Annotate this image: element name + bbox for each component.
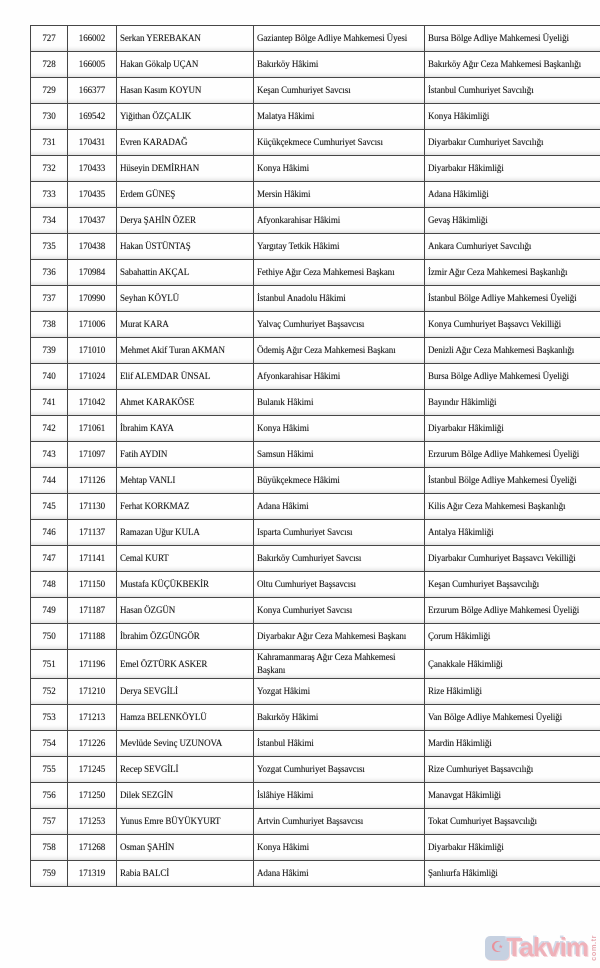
table-row bbox=[31, 861, 600, 887]
cell-current-post: Yozgat Cumhuriyet Başsavcısı bbox=[254, 757, 425, 783]
cell-current-post: Diyarbakır Ağır Ceza Mahkemesi Başkanı bbox=[254, 624, 425, 650]
cell-current-post: Fethiye Ağır Ceza Mahkemesi Başkanı bbox=[254, 260, 425, 286]
cell-name: Ferhat KORKMAZ bbox=[117, 494, 254, 520]
table-row bbox=[31, 104, 600, 130]
cell-current-post: Konya Cumhuriyet Savcısı bbox=[254, 598, 425, 624]
cell-row-number: 740 bbox=[31, 364, 68, 390]
cell-name: Ramazan Uğur KULA bbox=[117, 520, 254, 546]
cell-registry-number: 169542 bbox=[68, 104, 117, 130]
cell-current-post: Afyonkarahisar Hâkimi bbox=[254, 364, 425, 390]
cell-name: Hakan Gökalp UÇAN bbox=[117, 52, 254, 78]
cell-registry-number: 171006 bbox=[68, 312, 117, 338]
cell-new-post: Ankara Cumhuriyet Savcılığı bbox=[425, 234, 600, 260]
cell-name: Recep SEVGİLİ bbox=[117, 757, 254, 783]
cell-new-post: Keşan Cumhuriyet Başsavcılığı bbox=[425, 572, 600, 598]
cell-current-post: Bakırköy Cumhuriyet Savcısı bbox=[254, 546, 425, 572]
cell-current-post: Yargıtay Tetkik Hâkimi bbox=[254, 234, 425, 260]
cell-new-post: Bayındır Hâkimliği bbox=[425, 390, 600, 416]
cell-registry-number: 171226 bbox=[68, 731, 117, 757]
cell-registry-number: 171150 bbox=[68, 572, 117, 598]
table-row bbox=[31, 598, 600, 624]
cell-current-post: Konya Hâkimi bbox=[254, 835, 425, 861]
cell-name: Hasan ÖZGÜN bbox=[117, 598, 254, 624]
cell-name: Murat KARA bbox=[117, 312, 254, 338]
cell-name: Hamza BELENKÖYLÜ bbox=[117, 705, 254, 731]
cell-row-number: 729 bbox=[31, 78, 68, 104]
cell-row-number: 737 bbox=[31, 286, 68, 312]
cell-row-number: 753 bbox=[31, 705, 68, 731]
cell-registry-number: 171319 bbox=[68, 861, 117, 887]
cell-new-post: Kilis Ağır Ceza Mahkemesi Başkanlığı bbox=[425, 494, 600, 520]
cell-registry-number: 166377 bbox=[68, 78, 117, 104]
cell-new-post: Diyarbakır Hâkimliği bbox=[425, 416, 600, 442]
table-row bbox=[31, 731, 600, 757]
cell-row-number: 738 bbox=[31, 312, 68, 338]
table-row bbox=[31, 757, 600, 783]
cell-new-post: İzmir Ağır Ceza Mahkemesi Başkanlığı bbox=[425, 260, 600, 286]
cell-new-post: Tokat Cumhuriyet Başsavcılığı bbox=[425, 809, 600, 835]
cell-registry-number: 166002 bbox=[68, 26, 117, 52]
cell-new-post: Çanakkale Hâkimliği bbox=[425, 650, 600, 679]
cell-current-post: Küçükçekmece Cumhuriyet Savcısı bbox=[254, 130, 425, 156]
table-row bbox=[31, 260, 600, 286]
cell-row-number: 735 bbox=[31, 234, 68, 260]
table-row bbox=[31, 416, 600, 442]
cell-registry-number: 170438 bbox=[68, 234, 117, 260]
cell-name: Elif ALEMDAR ÜNSAL bbox=[117, 364, 254, 390]
cell-current-post: İstanbul Anadolu Hâkimi bbox=[254, 286, 425, 312]
cell-registry-number: 171097 bbox=[68, 442, 117, 468]
cell-current-post: Keşan Cumhuriyet Savcısı bbox=[254, 78, 425, 104]
cell-registry-number: 171268 bbox=[68, 835, 117, 861]
table-row bbox=[31, 546, 600, 572]
cell-name: Rabia BALCİ bbox=[117, 861, 254, 887]
table-row bbox=[31, 809, 600, 835]
table-row bbox=[31, 835, 600, 861]
cell-row-number: 736 bbox=[31, 260, 68, 286]
cell-name: Hakan ÜSTÜNTAŞ bbox=[117, 234, 254, 260]
table-row bbox=[31, 705, 600, 731]
crescent-star-icon: ☪ bbox=[490, 938, 505, 956]
cell-registry-number: 171137 bbox=[68, 520, 117, 546]
cell-new-post: Mardin Hâkimliği bbox=[425, 731, 600, 757]
cell-registry-number: 170437 bbox=[68, 208, 117, 234]
cell-new-post: Erzurum Bölge Adliye Mahkemesi Üyeliği bbox=[425, 442, 600, 468]
cell-current-post: İstanbul Hâkimi bbox=[254, 731, 425, 757]
cell-name: Hüseyin DEMİRHAN bbox=[117, 156, 254, 182]
cell-current-post: Samsun Hâkimi bbox=[254, 442, 425, 468]
cell-registry-number: 171126 bbox=[68, 468, 117, 494]
cell-name: Seyhan KÖYLÜ bbox=[117, 286, 254, 312]
cell-new-post: Diyarbakır Hâkimliği bbox=[425, 835, 600, 861]
cell-name: Mehtap VANLI bbox=[117, 468, 254, 494]
table-row bbox=[31, 572, 600, 598]
table-row bbox=[31, 286, 600, 312]
cell-row-number: 742 bbox=[31, 416, 68, 442]
cell-new-post: Adana Hâkimliği bbox=[425, 182, 600, 208]
cell-row-number: 728 bbox=[31, 52, 68, 78]
cell-registry-number: 171130 bbox=[68, 494, 117, 520]
cell-row-number: 730 bbox=[31, 104, 68, 130]
cell-registry-number: 171187 bbox=[68, 598, 117, 624]
cell-name: Mustafa KÜÇÜKBEKİR bbox=[117, 572, 254, 598]
cell-registry-number: 171141 bbox=[68, 546, 117, 572]
cell-new-post: Bursa Bölge Adliye Mahkemesi Üyeliği bbox=[425, 364, 600, 390]
table-row bbox=[31, 442, 600, 468]
cell-row-number: 759 bbox=[31, 861, 68, 887]
table-row bbox=[31, 78, 600, 104]
cell-current-post: Isparta Cumhuriyet Savcısı bbox=[254, 520, 425, 546]
assignments-table bbox=[30, 25, 600, 887]
table-row bbox=[31, 26, 600, 52]
cell-new-post: Diyarbakır Cumhuriyet Savcılığı bbox=[425, 130, 600, 156]
cell-name: Derya ŞAHİN ÖZER bbox=[117, 208, 254, 234]
cell-registry-number: 170435 bbox=[68, 182, 117, 208]
table-row bbox=[31, 390, 600, 416]
cell-row-number: 733 bbox=[31, 182, 68, 208]
cell-row-number: 755 bbox=[31, 757, 68, 783]
cell-current-post: Bakırköy Hâkimi bbox=[254, 52, 425, 78]
cell-new-post: Denizli Ağır Ceza Mahkemesi Başkanlığı bbox=[425, 338, 600, 364]
cell-current-post: Konya Hâkimi bbox=[254, 156, 425, 182]
cell-current-post: İslâhiye Hâkimi bbox=[254, 783, 425, 809]
cell-name: Emel ÖZTÜRK ASKER bbox=[117, 650, 254, 679]
cell-row-number: 756 bbox=[31, 783, 68, 809]
cell-current-post: Yozgat Hâkimi bbox=[254, 679, 425, 705]
cell-name: Cemal KURT bbox=[117, 546, 254, 572]
cell-new-post: İstanbul Cumhuriyet Savcılığı bbox=[425, 78, 600, 104]
cell-registry-number: 171042 bbox=[68, 390, 117, 416]
cell-name: Dilek SEZGİN bbox=[117, 783, 254, 809]
cell-new-post: Konya Hâkimliği bbox=[425, 104, 600, 130]
table-row bbox=[31, 520, 600, 546]
cell-name: Mevlüde Sevinç UZUNOVA bbox=[117, 731, 254, 757]
cell-registry-number: 171061 bbox=[68, 416, 117, 442]
cell-name: Yiğithan ÖZÇALIK bbox=[117, 104, 254, 130]
cell-row-number: 731 bbox=[31, 130, 68, 156]
cell-new-post: Erzurum Bölge Adliye Mahkemesi Üyeliği bbox=[425, 598, 600, 624]
cell-row-number: 752 bbox=[31, 679, 68, 705]
cell-name: Evren KARADAĞ bbox=[117, 130, 254, 156]
cell-name: Mehmet Akif Turan AKMAN bbox=[117, 338, 254, 364]
table-row bbox=[31, 52, 600, 78]
cell-row-number: 750 bbox=[31, 624, 68, 650]
cell-current-post: Mersin Hâkimi bbox=[254, 182, 425, 208]
cell-current-post: Ödemiş Ağır Ceza Mahkemesi Başkanı bbox=[254, 338, 425, 364]
cell-current-post: Oltu Cumhuriyet Başsavcısı bbox=[254, 572, 425, 598]
table-row bbox=[31, 679, 600, 705]
cell-new-post: Gevaş Hâkimliği bbox=[425, 208, 600, 234]
cell-registry-number: 171253 bbox=[68, 809, 117, 835]
cell-current-post: Kahramanmaraş Ağır Ceza Mahkemesi Başkanı bbox=[254, 650, 425, 679]
table-row bbox=[31, 234, 600, 260]
cell-row-number: 748 bbox=[31, 572, 68, 598]
cell-row-number: 741 bbox=[31, 390, 68, 416]
table-row bbox=[31, 650, 600, 679]
table-row bbox=[31, 130, 600, 156]
cell-current-post: Malatya Hâkimi bbox=[254, 104, 425, 130]
table-row bbox=[31, 156, 600, 182]
table-row bbox=[31, 312, 600, 338]
table-row bbox=[31, 338, 600, 364]
cell-registry-number: 171213 bbox=[68, 705, 117, 731]
cell-name: Ahmet KARAKÖSE bbox=[117, 390, 254, 416]
cell-registry-number: 171196 bbox=[68, 650, 117, 679]
cell-current-post: Bulanık Hâkimi bbox=[254, 390, 425, 416]
cell-new-post: Bakırköy Ağır Ceza Mahkemesi Başkanlığı bbox=[425, 52, 600, 78]
table-row bbox=[31, 468, 600, 494]
watermark-domain-text: com.tr bbox=[589, 934, 598, 961]
cell-registry-number: 171188 bbox=[68, 624, 117, 650]
cell-new-post: Bursa Bölge Adliye Mahkemesi Üyeliği bbox=[425, 26, 600, 52]
cell-registry-number: 170433 bbox=[68, 156, 117, 182]
cell-registry-number: 171024 bbox=[68, 364, 117, 390]
cell-new-post: İstanbul Bölge Adliye Mahkemesi Üyeliği bbox=[425, 468, 600, 494]
cell-name: Erdem GÜNEŞ bbox=[117, 182, 254, 208]
cell-current-post: Bakırköy Hâkimi bbox=[254, 705, 425, 731]
cell-name: Fatih AYDIN bbox=[117, 442, 254, 468]
cell-row-number: 746 bbox=[31, 520, 68, 546]
cell-registry-number: 171210 bbox=[68, 679, 117, 705]
cell-new-post: Antalya Hâkimliği bbox=[425, 520, 600, 546]
cell-row-number: 744 bbox=[31, 468, 68, 494]
assignments-table-body bbox=[31, 26, 600, 887]
cell-new-post: Diyarbakır Cumhuriyet Başsavcı Vekilliği bbox=[425, 546, 600, 572]
cell-row-number: 749 bbox=[31, 598, 68, 624]
cell-row-number: 727 bbox=[31, 26, 68, 52]
cell-new-post: Manavgat Hâkimliği bbox=[425, 783, 600, 809]
cell-registry-number: 171250 bbox=[68, 783, 117, 809]
cell-new-post: Konya Cumhuriyet Başsavcı Vekilliği bbox=[425, 312, 600, 338]
cell-current-post: Afyonkarahisar Hâkimi bbox=[254, 208, 425, 234]
cell-name: Derya SEVGİLİ bbox=[117, 679, 254, 705]
cell-name: İbrahim ÖZGÜNGÖR bbox=[117, 624, 254, 650]
cell-row-number: 743 bbox=[31, 442, 68, 468]
cell-current-post: Yalvaç Cumhuriyet Başsavcısı bbox=[254, 312, 425, 338]
cell-name: Serkan YEREBAKAN bbox=[117, 26, 254, 52]
takvim-watermark bbox=[485, 932, 598, 963]
cell-name: İbrahim KAYA bbox=[117, 416, 254, 442]
cell-current-post: Gaziantep Bölge Adliye Mahkemesi Üyesi bbox=[254, 26, 425, 52]
cell-row-number: 757 bbox=[31, 809, 68, 835]
cell-row-number: 747 bbox=[31, 546, 68, 572]
cell-row-number: 732 bbox=[31, 156, 68, 182]
cell-registry-number: 171010 bbox=[68, 338, 117, 364]
table-row bbox=[31, 783, 600, 809]
cell-name: Sabahattin AKÇAL bbox=[117, 260, 254, 286]
cell-registry-number: 171245 bbox=[68, 757, 117, 783]
cell-registry-number: 170990 bbox=[68, 286, 117, 312]
cell-name: Hasan Kasım KOYUN bbox=[117, 78, 254, 104]
table-row bbox=[31, 364, 600, 390]
cell-current-post: Adana Hâkimi bbox=[254, 494, 425, 520]
table-row bbox=[31, 208, 600, 234]
table-row bbox=[31, 182, 600, 208]
watermark-brand-text: Takvim bbox=[506, 932, 588, 962]
cell-name: Osman ŞAHİN bbox=[117, 835, 254, 861]
cell-new-post: Rize Cumhuriyet Başsavcılığı bbox=[425, 757, 600, 783]
cell-current-post: Konya Hâkimi bbox=[254, 416, 425, 442]
cell-new-post: İstanbul Bölge Adliye Mahkemesi Üyeliği bbox=[425, 286, 600, 312]
cell-row-number: 751 bbox=[31, 650, 68, 679]
cell-row-number: 745 bbox=[31, 494, 68, 520]
table-row bbox=[31, 494, 600, 520]
cell-new-post: Rize Hâkimliği bbox=[425, 679, 600, 705]
cell-row-number: 739 bbox=[31, 338, 68, 364]
cell-row-number: 758 bbox=[31, 835, 68, 861]
table-row bbox=[31, 624, 600, 650]
cell-row-number: 754 bbox=[31, 731, 68, 757]
cell-registry-number: 170431 bbox=[68, 130, 117, 156]
cell-new-post: Şanlıurfa Hâkimliği bbox=[425, 861, 600, 887]
cell-name: Yunus Emre BÜYÜKYURT bbox=[117, 809, 254, 835]
cell-new-post: Van Bölge Adliye Mahkemesi Üyeliği bbox=[425, 705, 600, 731]
cell-registry-number: 166005 bbox=[68, 52, 117, 78]
cell-row-number: 734 bbox=[31, 208, 68, 234]
cell-current-post: Büyükçekmece Hâkimi bbox=[254, 468, 425, 494]
cell-current-post: Artvin Cumhuriyet Başsavcısı bbox=[254, 809, 425, 835]
cell-current-post: Adana Hâkimi bbox=[254, 861, 425, 887]
cell-new-post: Çorum Hâkimliği bbox=[425, 624, 600, 650]
cell-registry-number: 170984 bbox=[68, 260, 117, 286]
cell-new-post: Diyarbakır Hâkimliği bbox=[425, 156, 600, 182]
